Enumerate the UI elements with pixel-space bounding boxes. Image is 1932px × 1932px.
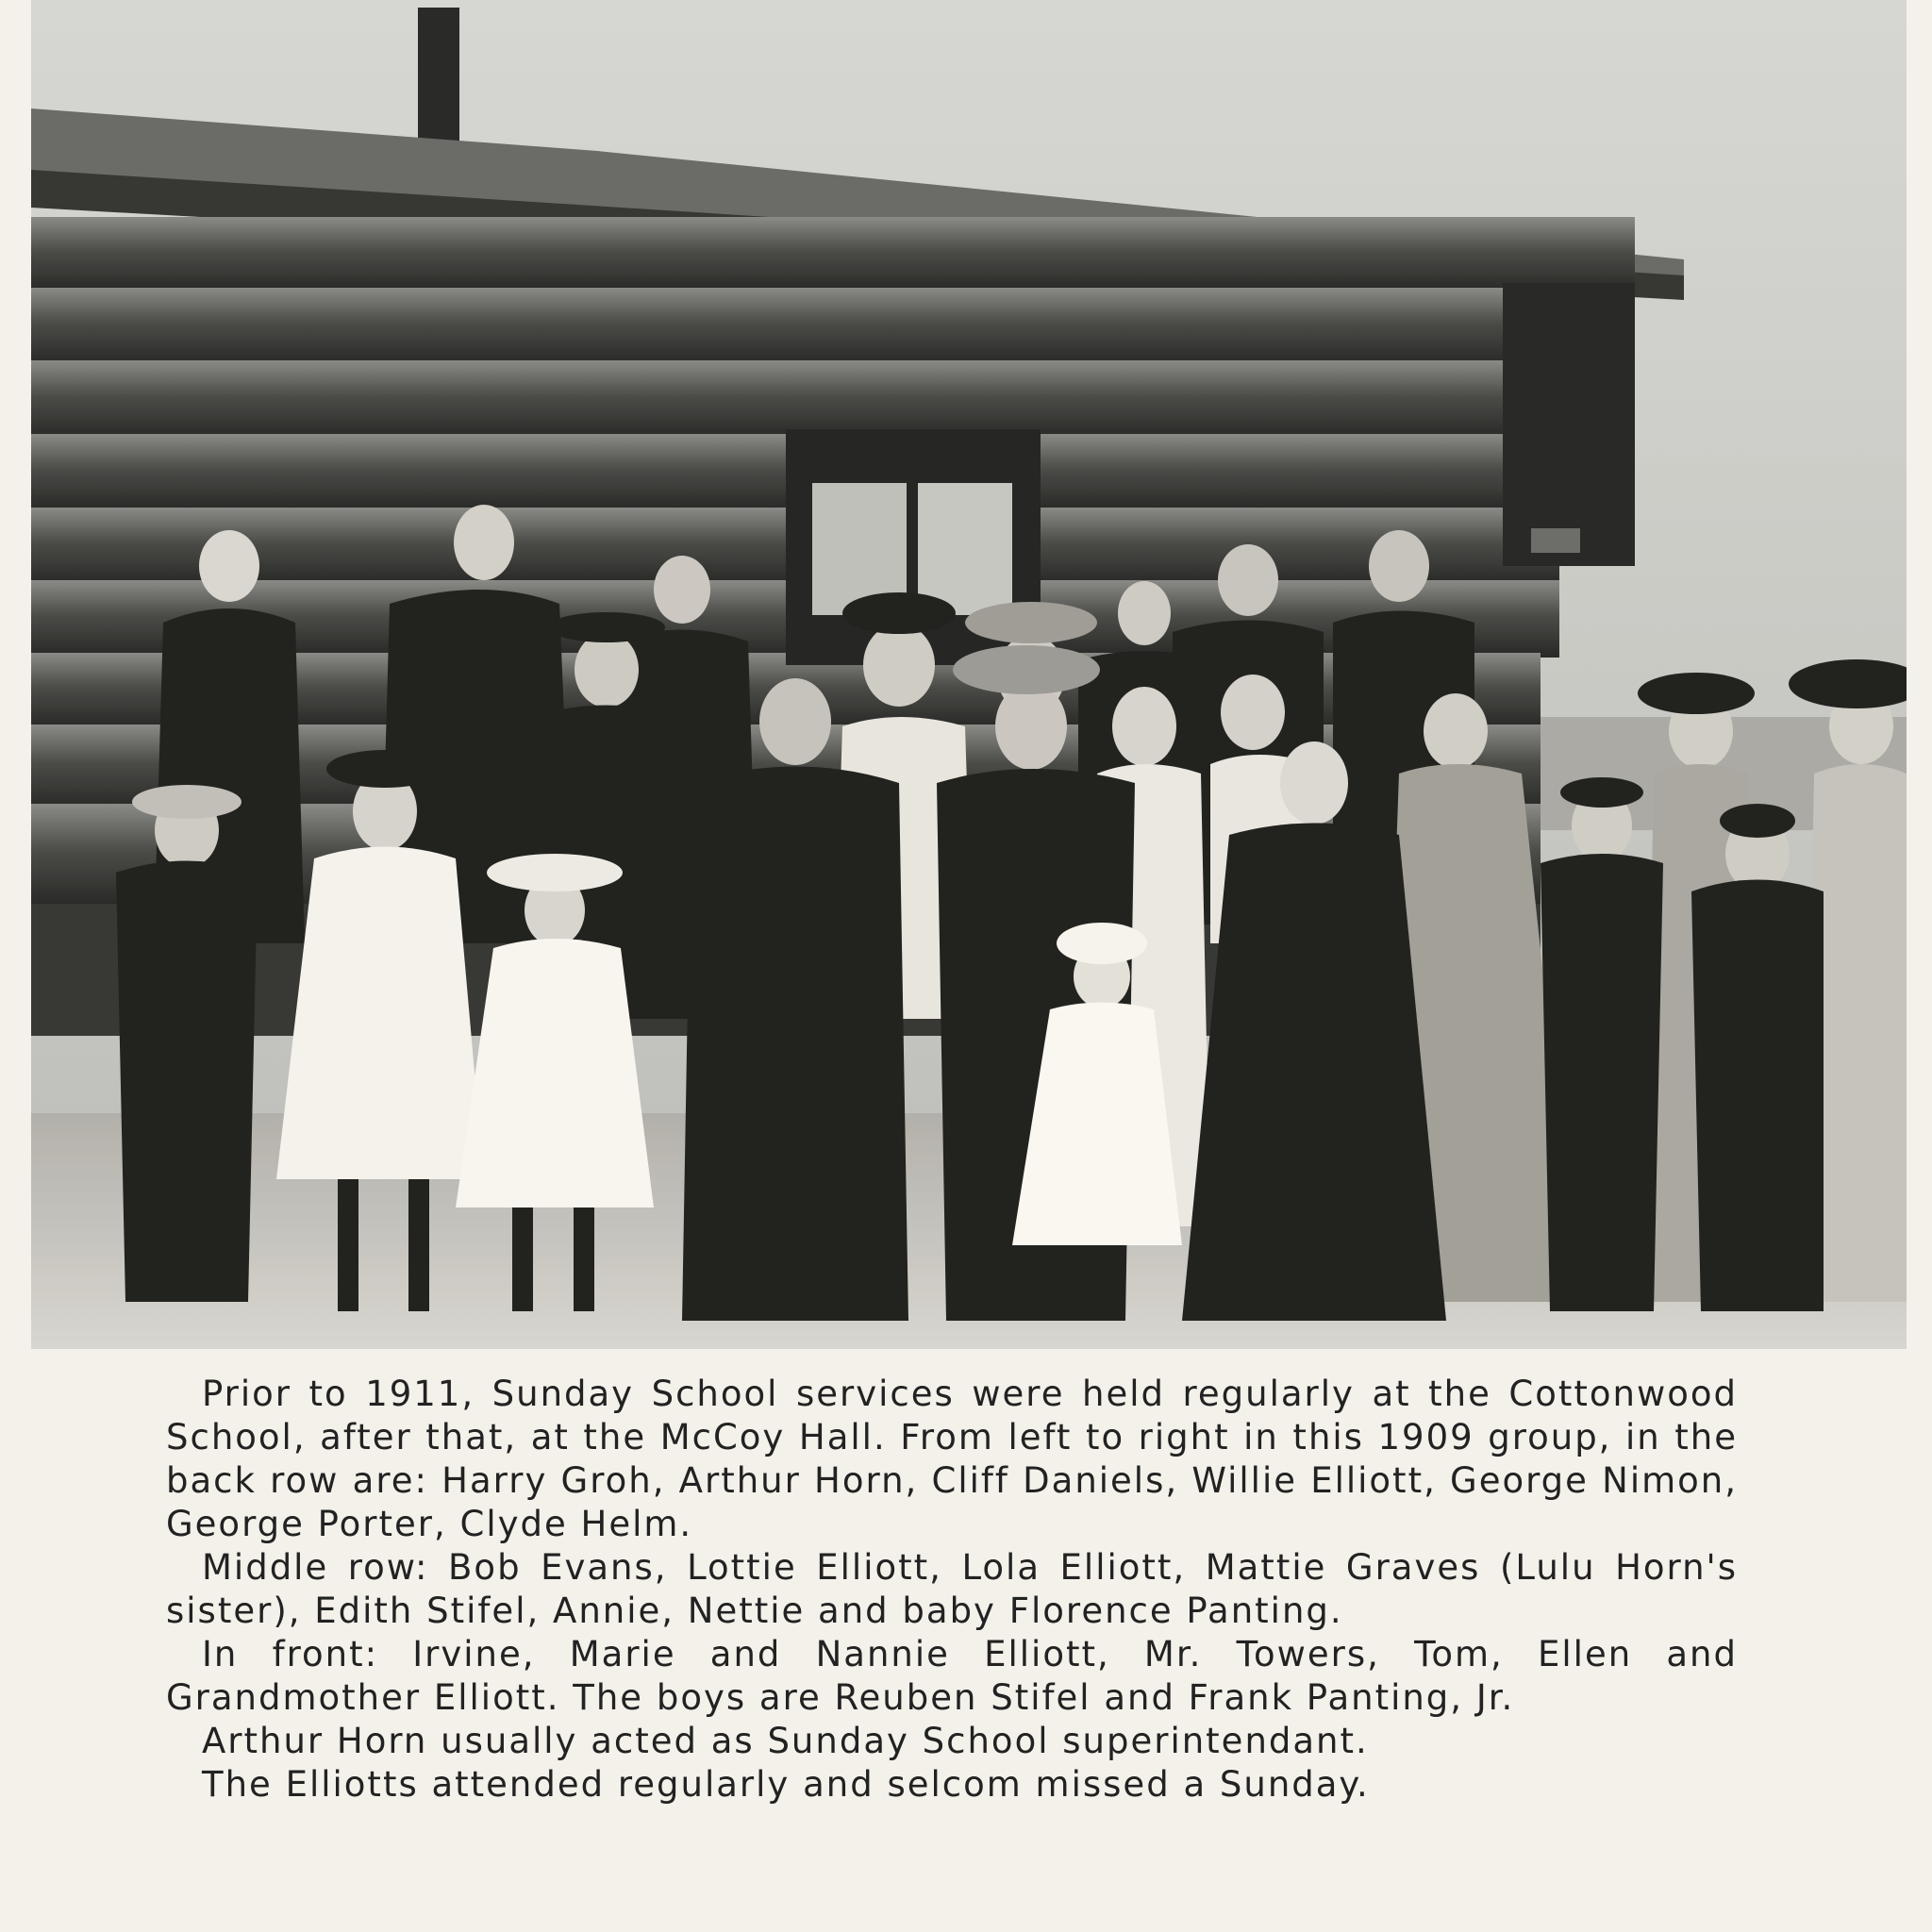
photo-caption (166, 1373, 1738, 1807)
caption-paragraph-1: Prior to 1911, Sunday School services were held regularly at the Cottonwood School, after that, at the McCoy Hall. From left to right in this 1909 group, in the back row are: Harry Groh, Arthur Horn, Cliff Daniels, Willie Elliott, George Nimon, George Porter, Clyde Helm. (166, 1374, 1738, 1544)
caption-paragraph-5: The Elliotts attended regularly and selcom missed a Sunday. (202, 1764, 1370, 1805)
group-photograph (31, 0, 1907, 1349)
photo-illustration (31, 0, 1907, 1349)
caption-paragraph-4: Arthur Horn usually acted as Sunday School superintendant. (202, 1721, 1369, 1761)
caption-paragraph-3: In front: Irvine, Marie and Nannie Elliott, Mr. Towers, Tom, Ellen and Grandmother Elliott. The boys are Reuben Stifel and Frank Panting, Jr. (166, 1634, 1738, 1718)
caption-paragraph-2: Middle row: Bob Evans, Lottie Elliott, Lola Elliott, Mattie Graves (Lulu Horn's sister), Edith Stifel, Annie, Nettie and baby Florence Panting. (166, 1547, 1738, 1631)
